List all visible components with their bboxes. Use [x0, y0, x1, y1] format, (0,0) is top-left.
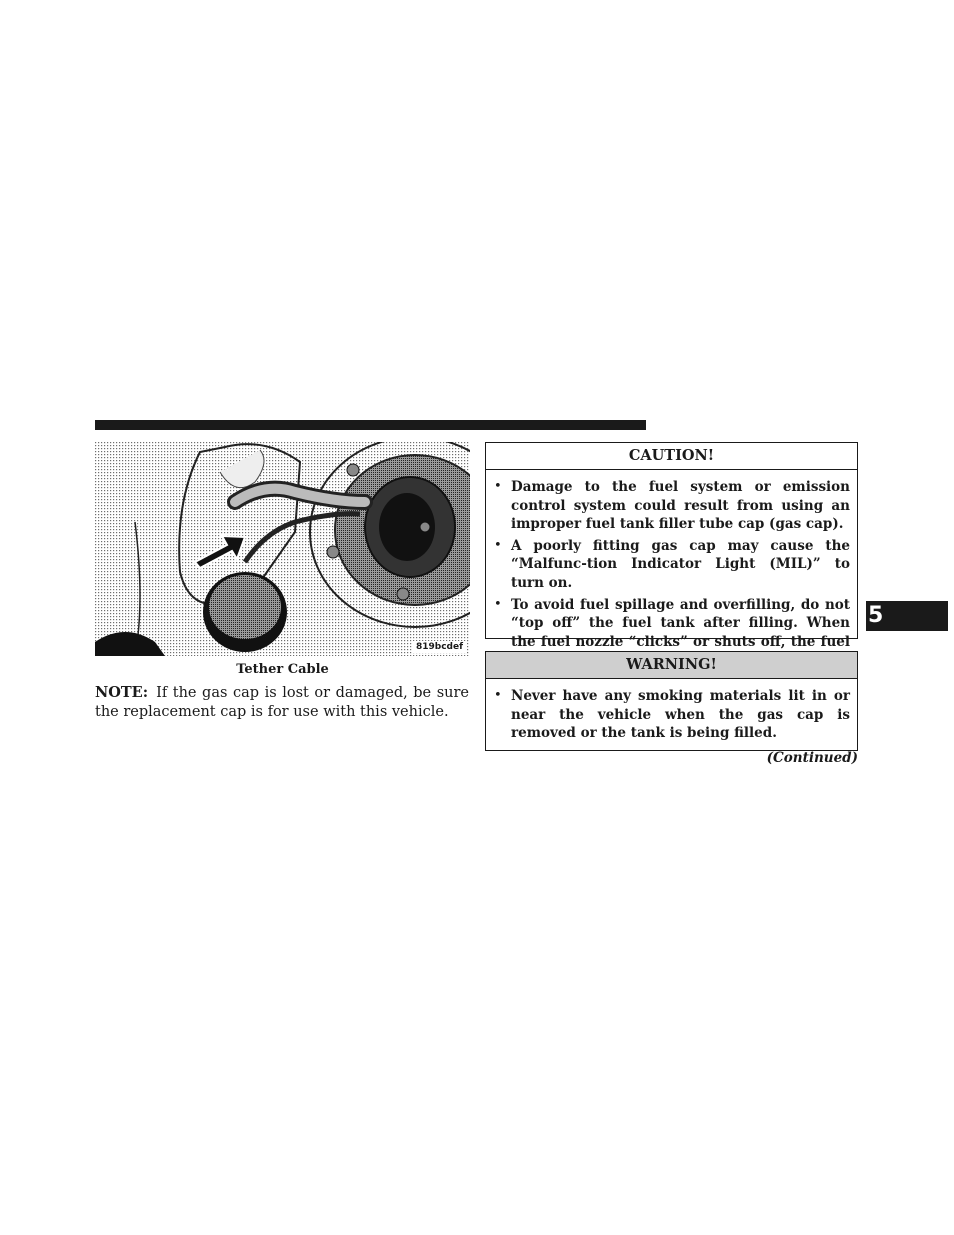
caution-title: CAUTION!: [486, 443, 857, 470]
warning-title: WARNING!: [486, 652, 857, 679]
warning-list: [486, 679, 857, 743]
bullet-icon: •: [494, 688, 502, 703]
note-text: If the gas cap is lost or damaged, be sure the replacement cap is for use with this vehicle.: [95, 685, 469, 720]
chapter-tab: [866, 601, 948, 631]
bullet-icon: •: [494, 479, 502, 494]
continued-label: (Continued): [766, 750, 858, 766]
caution-item: • To avoid fuel spillage and overfilling, do not “top off” the fuel tank after filling. When the fuel nozzle “clicks” or shuts off, the fuel: [494, 596, 850, 650]
fuel-door-drawing: [95, 442, 470, 656]
note-label: NOTE:: [95, 684, 149, 701]
bullet-icon: •: [494, 596, 502, 612]
bullet-icon: •: [494, 537, 502, 553]
header-rule: [95, 420, 646, 430]
caution-list: [486, 470, 857, 670]
warning-box: [485, 651, 858, 751]
chapter-number: 5: [868, 603, 884, 628]
caution-item: • A poorly fitting gas cap may cause the “Malfunc-tion Indicator Light (MIL)” to turn on.: [494, 537, 850, 591]
note-paragraph: [95, 683, 469, 722]
warning-item: • Never have any smoking materials lit in or near the vehicle when the gas cap is removed or the tank is being filled.: [494, 688, 850, 742]
caution-item: • Damage to the fuel system or emission control system could result from using an improper fuel tank filler tube cap (gas cap).: [494, 479, 850, 533]
caution-box: [485, 442, 858, 650]
figure-caption: Tether Cable: [236, 662, 329, 677]
tether-cable-illustration: [95, 442, 470, 656]
figure-code: 819bcdef: [413, 641, 466, 653]
